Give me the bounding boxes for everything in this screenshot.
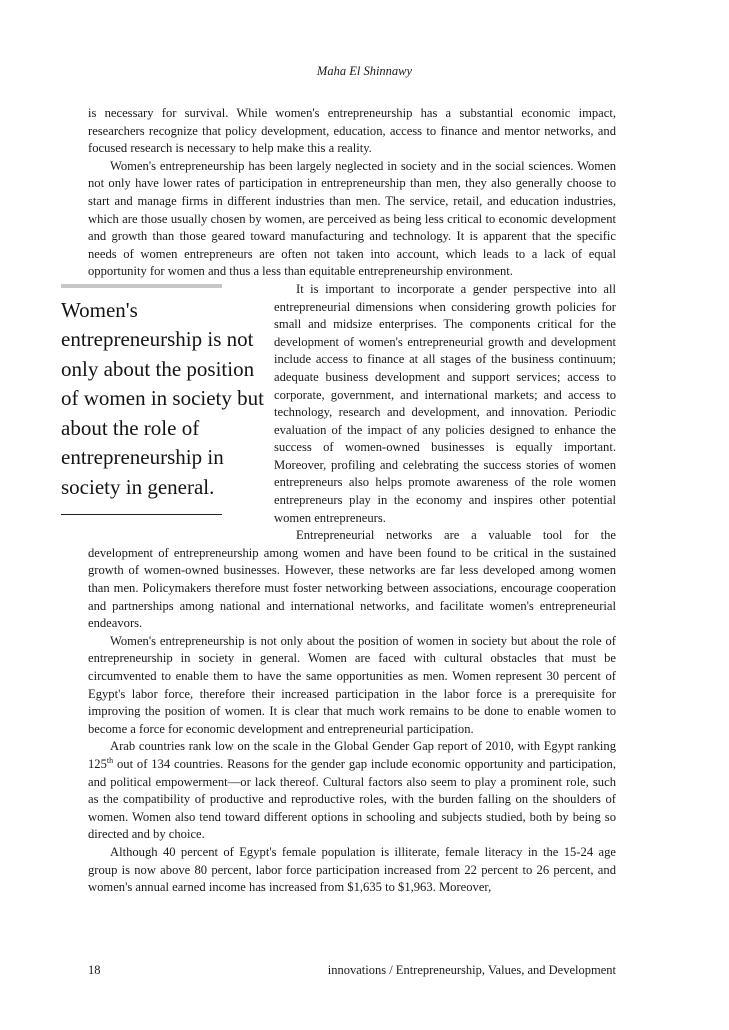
paragraph	[88, 738, 616, 844]
paragraph-text: Arab countries rank low on the scale in the Global Gender Gap report of 2010, with Egypt ranking 125	[88, 739, 616, 771]
paragraph: Women's entrepreneurship has been largely neglected in society and in the social sciences. Women not only have lower rates of participation in entrepreneurship than men, they also generally choose to start and manage firms in different industries than men. The service, retail, and education industries, which are those usually chosen by women, are perceived as being less critical to economic development and growth than those geared toward manufacturing and technology. It is apparent that the specific needs of women entrepreneurs are often not taken into account, which leads to a lack of equal opportunity for women and thus a less than equitable entrepreneurship environment.	[88, 158, 616, 279]
paragraph: Entrepreneurial networks are a valuable tool for the development of entrepreneurship among women and have been found to be critical in the sustained growth of women-owned businesses. However, these networks are far less developed among women than men. Policymakers therefore must foster networking between associations, encourage cooperation and partnerships among national and international networks, and facilitate women's entrepreneurial endeavors.	[88, 528, 616, 631]
paragraph: It is important to incorporate a gender perspective into all entrepreneurial dimensions when considering growth policies for small and midsize enterprises. The components critical for the development of women's entrepreneurial growth and development include access to finance at all stages of the business continuum; adequate business development and support services; access to corporate, government, and international markets; and access to technology, research and development, and innovation. Periodic evaluation of the impact of any policies designed to enhance the success of women-owned businesses is equally important. Moreover, profiling and celebrating the success stories of women entrepreneurs also helps promote awareness of the role women entrepreneurs play in the economy and inspires other potential women entrepreneurs.	[274, 281, 616, 525]
pull-quote	[61, 284, 264, 543]
running-header	[0, 63, 729, 79]
header-author: Maha El Shinnawy	[316, 64, 413, 78]
page-number: 18	[88, 963, 101, 977]
pull-quote-bottom-rule	[61, 514, 222, 515]
paragraph: is necessary for survival. While women's entrepreneurship has a substantial economic impact, researchers recognize that policy development, education, access to finance and mentor networks, and focused research is necessary to help make this a reality.	[88, 106, 616, 156]
paragraph: Women's entrepreneurship is not only about the position of women in society but about the role of entrepreneurship in society in general. Women are faced with cultural obstacles that must be circumvented to enable them to have the same opportunities as men. Women represent 30 percent of Egypt's labor force, therefore their increased participation in the labor force is a prerequisite for improving the position of women. It is clear that much work remains to be done to enable women to become a force for economic development and entrepreneurial participation.	[88, 633, 616, 736]
article-body	[61, 105, 616, 897]
pull-quote-top-bar	[61, 284, 222, 288]
ordinal-superscript: th	[106, 755, 114, 765]
paragraph: Although 40 percent of Egypt's female population is illiterate, female literacy in the 15-24 age group is now above 80 percent, labor force participation increased from 22 percent to 26 percent, and women's annual earned income has increased from $1,635 to $1,963. Moreover,	[88, 844, 616, 895]
journal-running-title: innovations / Entrepreneurship, Values, and Development	[327, 963, 616, 977]
paragraph-text: out of 134 countries. Reasons for the gender gap include economic opportunity and participation, and political empowerment—or lack thereof. Cultural factors also seem to play a prominent role, such as the compatibility of productive and reproductive roles, with the burden falling on the shoulders of women. Women also tend toward different options in schooling and subjects studied, both by being so directed and by choice.	[88, 756, 616, 842]
pull-quote-text: Women's entrepreneurship is not only about the position of women in society but about the role of entrepreneurship in society in general.	[61, 297, 264, 499]
